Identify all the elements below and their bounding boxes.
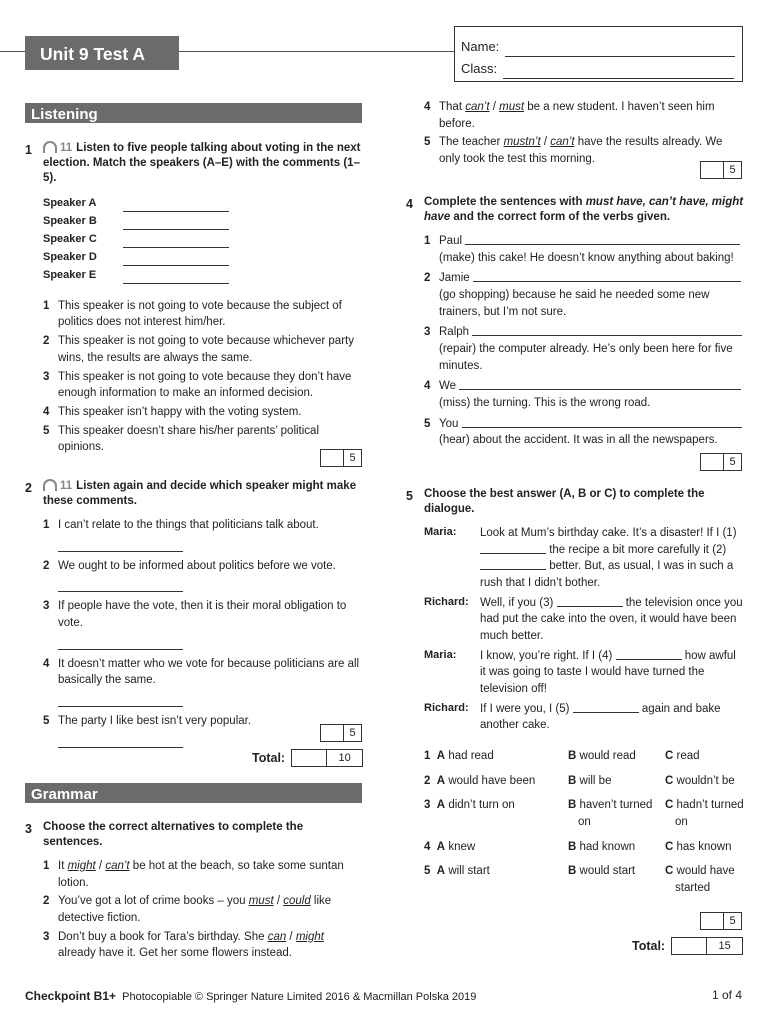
question-instruction: Choose the best answer (A, B or C) to complete the dialogue. <box>424 488 705 515</box>
name-label: Name: <box>461 39 500 55</box>
option-a[interactable]: 2 A would have been <box>424 774 536 787</box>
question-3-continued <box>424 99 744 170</box>
score-box: 5 <box>320 724 362 742</box>
dialogue <box>424 525 744 734</box>
option-a[interactable]: might <box>67 859 96 872</box>
list-item: 4 This speaker isn’t happy with the voting system. <box>43 405 302 418</box>
list-item: 1 I can’t relate to the things that politicians talk about. <box>43 518 319 531</box>
question-number: 2 <box>25 481 32 495</box>
score-input[interactable] <box>320 724 344 742</box>
headphones-icon <box>43 479 57 491</box>
option-row <box>424 797 744 830</box>
option-row <box>424 839 744 856</box>
score-box: 5 <box>700 161 742 179</box>
question-number: 3 <box>25 822 32 836</box>
answer-options <box>424 748 744 897</box>
dialogue-line: Maria: I know, you’re right. If I (4) how awful it was going to taste I would have turned the television off! <box>424 648 744 698</box>
list-item: 3 This speaker is not going to vote because they don’t have enough information to make an informed decision. <box>43 370 352 400</box>
option-b[interactable]: B would start <box>568 865 636 878</box>
answer-blank[interactable] <box>459 379 741 390</box>
option-a[interactable]: 3 A didn’t turn on <box>424 799 515 812</box>
question-4 <box>406 195 744 453</box>
option-a[interactable]: can’t <box>465 101 490 113</box>
speaker-row: Speaker D <box>43 248 363 266</box>
option-row <box>424 863 744 896</box>
track-number: 11 <box>60 142 73 154</box>
total-input[interactable] <box>671 937 707 955</box>
dialogue-line: Maria: Look at Mum’s birthday cake. It’s a disaster! If I (1) the recipe a bit more carefully it (2) better. But, as usual, I was in such a rush that I didn’t bother. <box>424 525 744 592</box>
list-item: 3 Don’t buy a book for Tara’s birthday. She can / might already have it. Get her some flowers instead. <box>43 930 324 960</box>
question-number: 1 <box>25 143 32 157</box>
dialogue-line: Richard: Well, if you (3) the television once you had put the cake into the oven, it would have been much better. <box>424 595 744 645</box>
class-row <box>461 57 742 79</box>
score-input[interactable] <box>320 449 344 467</box>
brand: Checkpoint B1+ <box>25 989 117 1003</box>
list-item: 1 This speaker is not going to vote because the subject of politics does not interest him/her. <box>43 299 342 329</box>
option-row <box>424 748 744 765</box>
grammar-total: Total: 15 <box>632 937 743 955</box>
speaker-name: Richard: <box>424 701 469 714</box>
list-item: 5 The teacher mustn’t / can’t have the results already. We only took the test this morning. <box>424 136 723 166</box>
list-item: 2 You’ve got a lot of crime books – you must / could like detective fiction. <box>43 895 332 924</box>
question-number: 4 <box>406 197 413 211</box>
question-3 <box>25 820 363 964</box>
answer-blank[interactable] <box>462 417 742 428</box>
page-number: 1 of 4 <box>711 988 742 1002</box>
option-c[interactable]: C would have started <box>665 865 735 894</box>
list-item: 3 Ralph (repair) the computer already. He’s only been here for five minutes. <box>424 324 744 374</box>
speaker-row: Speaker C <box>43 230 363 248</box>
option-b[interactable]: could <box>283 895 311 908</box>
option-b[interactable]: must <box>499 101 525 113</box>
option-c[interactable]: C read <box>665 749 700 762</box>
answer-blank[interactable] <box>123 254 229 266</box>
list-item: 1 It might / can’t be hot at the beach, so take some suntan lotion. <box>43 859 344 889</box>
answer-blank[interactable] <box>573 702 639 713</box>
dialogue-line: Richard: If I were you, I (5) again and bake another cake. <box>424 701 744 734</box>
speaker-list <box>43 194 363 284</box>
answer-blank[interactable] <box>123 200 229 212</box>
list-item: 4 We (miss) the turning. This is the wrong road. <box>424 378 744 411</box>
answer-blank[interactable] <box>473 271 741 282</box>
question-2 <box>25 479 363 754</box>
option-a[interactable]: 1 A had read <box>424 749 494 762</box>
footer <box>25 988 476 1006</box>
question-instruction: 11 Listen to five people talking about voting in the next election. Match the speakers (A–E) with the comments (1–5). <box>43 142 361 184</box>
answer-blank[interactable] <box>123 236 229 248</box>
answer-line[interactable] <box>58 580 183 592</box>
name-class-box <box>454 26 743 82</box>
option-b[interactable]: B will be <box>568 774 612 787</box>
name-field[interactable] <box>505 43 735 57</box>
answer-blank[interactable] <box>472 325 742 336</box>
list-item: 5 The party I like best isn’t very popular. <box>43 714 252 727</box>
list-item: 2 We ought to be informed about politics before we vote. <box>43 559 336 572</box>
grammar-section-header: Grammar <box>25 783 362 803</box>
list-item: 2 Jamie (go shopping) because he said he needed some new trainers, but I’m not sure. <box>424 270 744 320</box>
option-a[interactable]: must <box>248 895 274 908</box>
option-a[interactable]: 4 A knew <box>424 840 476 853</box>
speaker-row: Speaker B <box>43 212 363 230</box>
list-item: 4 That can’t / must be a new student. I haven’t seen him before. <box>424 101 715 130</box>
sentence-list <box>424 233 744 449</box>
track-number: 11 <box>60 480 73 492</box>
score-input[interactable] <box>700 912 724 930</box>
list-item: 3 If people have the vote, then it is their moral obligation to vote. <box>43 600 347 629</box>
sentence-list <box>43 858 363 962</box>
option-b[interactable]: can’t <box>550 136 575 149</box>
option-b[interactable]: B had known <box>568 840 636 853</box>
listening-section-header: Listening <box>25 103 362 123</box>
speaker-name: Richard: <box>424 595 469 608</box>
question-instruction: Choose the correct alternatives to complete the sentences. <box>43 821 304 848</box>
question-instruction: Complete the sentences with must have, can’t have, might have and the correct form of the verbs given. <box>424 196 744 223</box>
option-c[interactable]: C wouldn’t be <box>665 774 735 787</box>
speaker-name: Maria: <box>424 525 457 538</box>
question-5 <box>406 487 744 905</box>
answer-blank[interactable] <box>480 559 546 570</box>
question-1 <box>25 141 363 458</box>
score-input[interactable] <box>700 161 724 179</box>
list-item: 5 You (hear) about the accident. It was in all the newspapers. <box>424 416 744 449</box>
answer-blank[interactable] <box>123 218 229 230</box>
speaker-name: Maria: <box>424 648 457 661</box>
name-row <box>461 35 742 57</box>
speaker-row: Speaker E <box>43 266 363 284</box>
question-number: 5 <box>406 489 413 503</box>
option-c[interactable]: C hadn’t turned on <box>665 799 744 828</box>
answer-line[interactable] <box>58 638 183 650</box>
option-row <box>424 773 744 790</box>
list-item: 5 This speaker doesn’t share his/her parents’ political opinions. <box>43 424 320 454</box>
option-b[interactable]: B haven’t turned on <box>568 799 653 828</box>
page-title: Unit 9 Test A <box>25 36 179 70</box>
listening-total: Total: 10 <box>252 749 363 767</box>
speaker-row: Speaker A <box>43 194 363 212</box>
comment-list <box>43 298 363 456</box>
answer-line[interactable] <box>58 540 183 552</box>
total-input[interactable] <box>291 749 327 767</box>
answer-blank[interactable] <box>480 543 546 554</box>
option-c[interactable]: C has known <box>665 840 732 853</box>
answer-blank[interactable] <box>557 596 623 607</box>
answer-blank[interactable] <box>123 272 229 284</box>
headphones-icon <box>43 141 57 153</box>
class-field[interactable] <box>503 65 734 79</box>
option-b[interactable]: might <box>295 930 324 943</box>
answer-line[interactable] <box>58 695 183 707</box>
option-a[interactable]: can <box>267 930 287 943</box>
score-box: 5 <box>320 449 362 467</box>
question-instruction: 11 Listen again and decide which speaker might make these comments. <box>43 480 357 507</box>
score-box: 5 <box>700 912 742 930</box>
copyright: Photocopiable © Springer Nature Limited 2016 & Macmillan Polska 2019 <box>122 991 477 1003</box>
list-item: 1 Paul (make) this cake! He doesn’t know anything about baking! <box>424 233 744 266</box>
option-a[interactable]: mustn’t <box>503 136 541 149</box>
score-box: 5 <box>700 453 742 471</box>
answer-blank[interactable] <box>616 649 682 660</box>
list-item: 4 It doesn’t matter who we vote for because politicians are all basically the same. <box>43 657 360 687</box>
option-a[interactable]: 5 A will start <box>424 865 490 878</box>
score-input[interactable] <box>700 453 724 471</box>
option-b[interactable]: can’t <box>105 859 130 872</box>
answer-blank[interactable] <box>465 234 740 245</box>
option-b[interactable]: B would read <box>568 749 636 762</box>
comment-list <box>43 517 363 748</box>
list-item: 2 This speaker is not going to vote because whichever party wins, the results are always the same. <box>43 335 354 364</box>
class-label: Class: <box>461 61 498 77</box>
answer-line[interactable] <box>58 736 183 748</box>
